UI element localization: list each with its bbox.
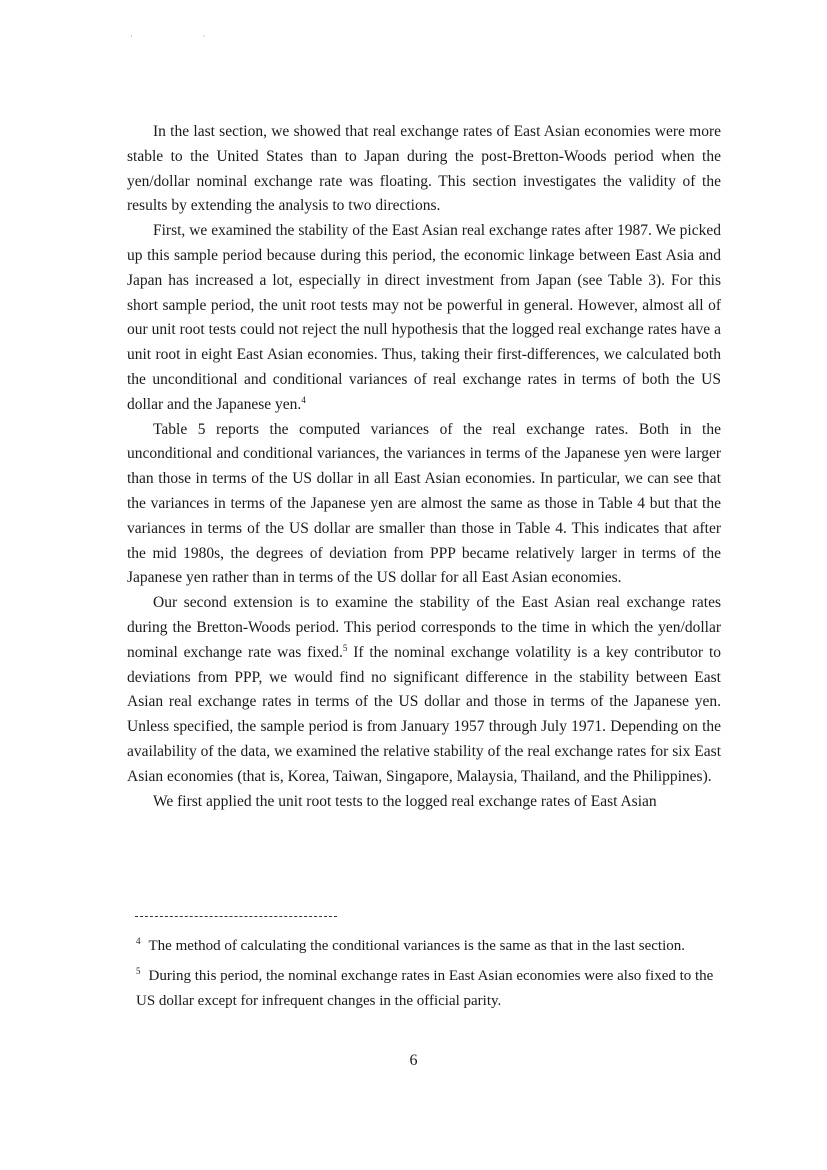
paragraph-text: First, we examined the stability of the East Asian real exchange rates after 1987. We picked up this sample period because during this period, the economic linkage between East Asia and Japan has increased a lot, especially in direct investment from Japan (see Table 3). For this short sample period, the unit root tests may not be powerful in general. However, almost all of our unit root tests could not reject the null hypothesis that the logged real exchange rates have a unit root in eight East Asian economies. Thus, taking their first-differences, we calculated both the unconditional and conditional variances of real exchange rates in terms of both the US dollar and the Japanese yen. [127, 222, 721, 413]
footnote-mark: 5 [136, 966, 141, 976]
paragraph-text: Our second extension is to examine the stability of the East Asian real exchange rates during the Bretton-Woods period. This period corresponds to the time in which the yen/dollar nominal exchange rate was fixed. [127, 594, 721, 661]
paragraph [127, 120, 721, 219]
paragraph-text-continued: If the nominal exchange volatility is a key contributor to deviations from PPP, we would find no significant difference in the stability between East Asian real exchange rates in terms of the US dollar and those in terms of the Japanese yen. Unless specified, the sample period is from January 1957 through July 1971. Depending on the availability of the data, we examined the relative stability of the real exchange rates for six East Asian economies (that is, Korea, Taiwan, Singapore, Malaysia, Thailand, and the Philippines). [127, 643, 722, 785]
footnotes [136, 929, 730, 1014]
paragraph-text: We first applied the unit root tests to the logged real exchange rates of East Asian [153, 792, 657, 810]
footnote [136, 929, 730, 959]
footnote-mark: 4 [136, 936, 141, 946]
paragraph [127, 219, 721, 417]
paragraph-text: In the last section, we showed that real exchange rates of East Asian economies were more stable to the United States than to Japan during the post-Bretton-Woods period when the yen/dollar nominal exchange rate was floating. This section investigates the validity of the results by extending the analysis to two directions. [127, 123, 721, 215]
footnote [136, 959, 730, 1014]
paragraph [127, 591, 721, 789]
scan-specks: · · [130, 32, 240, 41]
body-text [127, 120, 721, 814]
page-number: 6 [409, 1052, 418, 1069]
footnote-reference: 5 [342, 642, 348, 653]
footnote-text: During this period, the nominal exchange rates in East Asian economies were also fixed to the US dollar except for infrequent changes in the official parity. [136, 968, 714, 1009]
paragraph [127, 790, 721, 815]
footnote-text: The method of calculating the conditional variances is the same as that in the last section. [148, 938, 685, 954]
paragraph [127, 418, 721, 592]
footnote-reference: 4 [301, 394, 306, 405]
paragraph-text: Table 5 reports the computed variances of the real exchange rates. Both in the unconditional and conditional variances, the variances in terms of the Japanese yen were larger than those in terms of the US dollar in all East Asian economies. In particular, we can see that the variances in terms of the Japanese yen are almost the same as those in Table 4 but that the variances in terms of the US dollar are smaller than those in Table 4. This indicates that after the mid 1980s, the degrees of deviation from PPP became relatively larger in terms of the Japanese yen rather than in terms of the US dollar for all East Asian economies. [127, 420, 721, 587]
footnote-separator [135, 916, 337, 917]
